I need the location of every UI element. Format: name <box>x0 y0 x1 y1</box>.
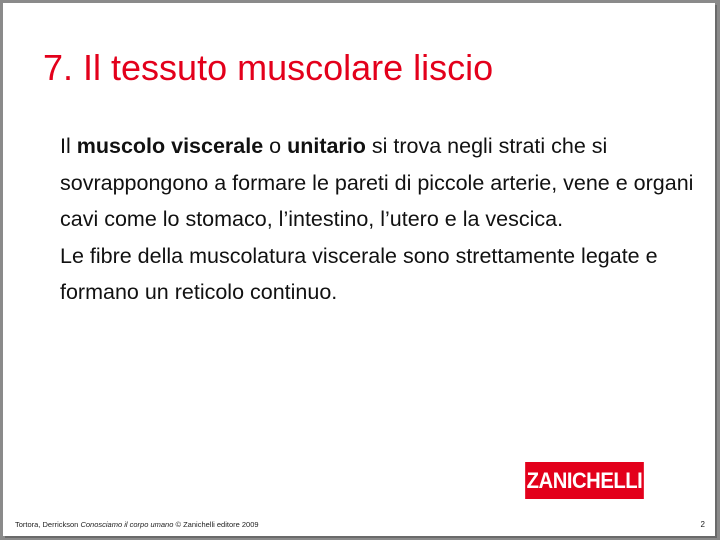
slide-body <box>60 128 700 311</box>
zanichelli-logo: ZANICHELLI <box>525 462 644 499</box>
paragraph1-text-3: si trova negli strati che si sovrappongono a formare le pareti di piccole arterie, vene e organi cavi come lo stomaco, l’intestino, l’utero e la vescica. <box>60 134 694 232</box>
paragraph-muscolo-viscerale <box>60 128 700 238</box>
paragraph-fibre: Le fibre della muscolatura viscerale sono strettamente legate e formano un reticolo continuo. <box>60 243 658 305</box>
slide-title: 7. Il tessuto muscolare liscio <box>43 47 494 88</box>
paragraph1-text-1: Il <box>60 134 77 158</box>
page-number: 2 <box>700 520 705 529</box>
term-muscolo-viscerale: muscolo viscerale <box>76 134 264 158</box>
term-unitario: unitario <box>287 134 366 158</box>
footer-authors: Tortora, Derrickson <box>15 520 81 529</box>
paragraph1-text-2: o <box>263 134 288 158</box>
slide <box>3 3 715 536</box>
footer-citation <box>15 520 259 529</box>
footer-book-title: Conosciamo il corpo umano <box>80 520 174 529</box>
footer-publisher: © Zanichelli editore 2009 <box>173 520 259 529</box>
